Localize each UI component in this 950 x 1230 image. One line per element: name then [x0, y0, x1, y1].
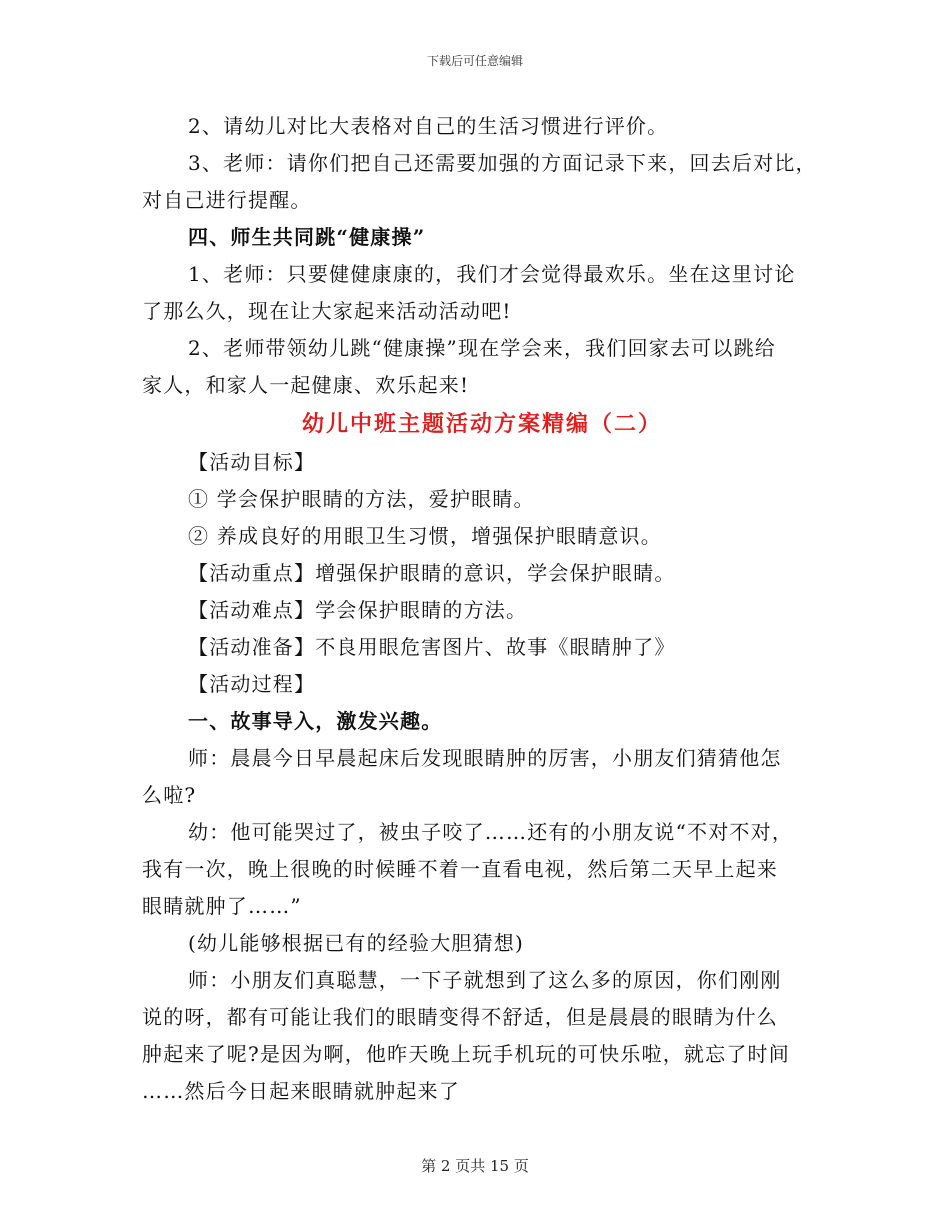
paragraph-line: 眼睛就肿了……” — [142, 894, 302, 918]
page-footer: 第 2 页共 15 页 — [421, 1157, 529, 1175]
document-title: 幼儿中班主题活动方案精编（二） — [301, 411, 662, 437]
paragraph-line: 家人，和家人一起健康、欢乐起来! — [142, 373, 470, 397]
paragraph-line: 2、老师带领幼儿跳“健康操”现在学会来，我们回家去可以跳给 — [188, 336, 776, 360]
paragraph-line: 【活动重点】增强保护眼睛的意识，学会保护眼睛。 — [188, 561, 676, 585]
paragraph-line: 幼：他可能哭过了，被虫子咬了……还有的小朋友说“不对不对， — [188, 820, 794, 844]
paragraph-line: ② 养成良好的用眼卫生习惯，增强保护眼睛意识。 — [188, 524, 662, 548]
document-body — [142, 108, 822, 1110]
section-heading: 四、师生共同跳“健康操” — [188, 225, 426, 249]
paragraph-line: ① 学会保护眼睛的方法，爱护眼睛。 — [188, 487, 535, 511]
section-heading: 一、故事导入，激发兴趣。 — [188, 709, 443, 733]
paragraph-line: 了那么久，现在让大家起来活动活动吧! — [142, 299, 512, 323]
paragraph-line: ……然后今日起来眼睛就肿起来了 — [142, 1079, 460, 1103]
paragraph-line: 对自己进行提醒。 — [142, 188, 312, 212]
paragraph-line: 【活动准备】不良用眼危害图片、故事《眼睛肿了》 — [188, 635, 676, 659]
page-header: 下载后可任意编辑 — [426, 54, 523, 68]
paragraph-line: 【活动难点】学会保护眼睛的方法。 — [188, 598, 528, 622]
paragraph-line: 2、请幼儿对比大表格对自己的生活习惯进行评价。 — [188, 114, 669, 138]
paragraph-line: 我有一次，晚上很晚的时候睡不着一直看电视，然后第二天早上起来 — [142, 857, 778, 881]
paragraph-line: 3、老师：请你们把自己还需要加强的方面记录下来，回去后对比， — [188, 151, 817, 175]
paragraph-line: 师：晨晨今日早晨起床后发现眼睛肿的厉害，小朋友们猜猜他怎 — [188, 746, 782, 770]
paragraph-line: 师：小朋友们真聪慧，一下子就想到了这么多的原因，你们刚刚 — [188, 968, 782, 992]
paragraph-line: (幼儿能够根据已有的经验大胆猜想) — [188, 931, 525, 955]
paragraph-line: 么啦? — [142, 783, 197, 807]
paragraph-line: 【活动过程】 — [188, 672, 316, 696]
paragraph-line: 【活动目标】 — [188, 450, 316, 474]
paragraph-line: 肿起来了呢?是因为啊，他昨天晚上玩手机玩的可快乐啦，就忘了时间 — [142, 1042, 790, 1066]
paragraph-line: 1、老师：只要健健康康的，我们才会觉得最欢乐。坐在这里讨论 — [188, 262, 796, 286]
paragraph-line: 说的呀，都有可能让我们的眼睛变得不舒适，但是晨晨的眼睛为什么 — [142, 1005, 778, 1029]
